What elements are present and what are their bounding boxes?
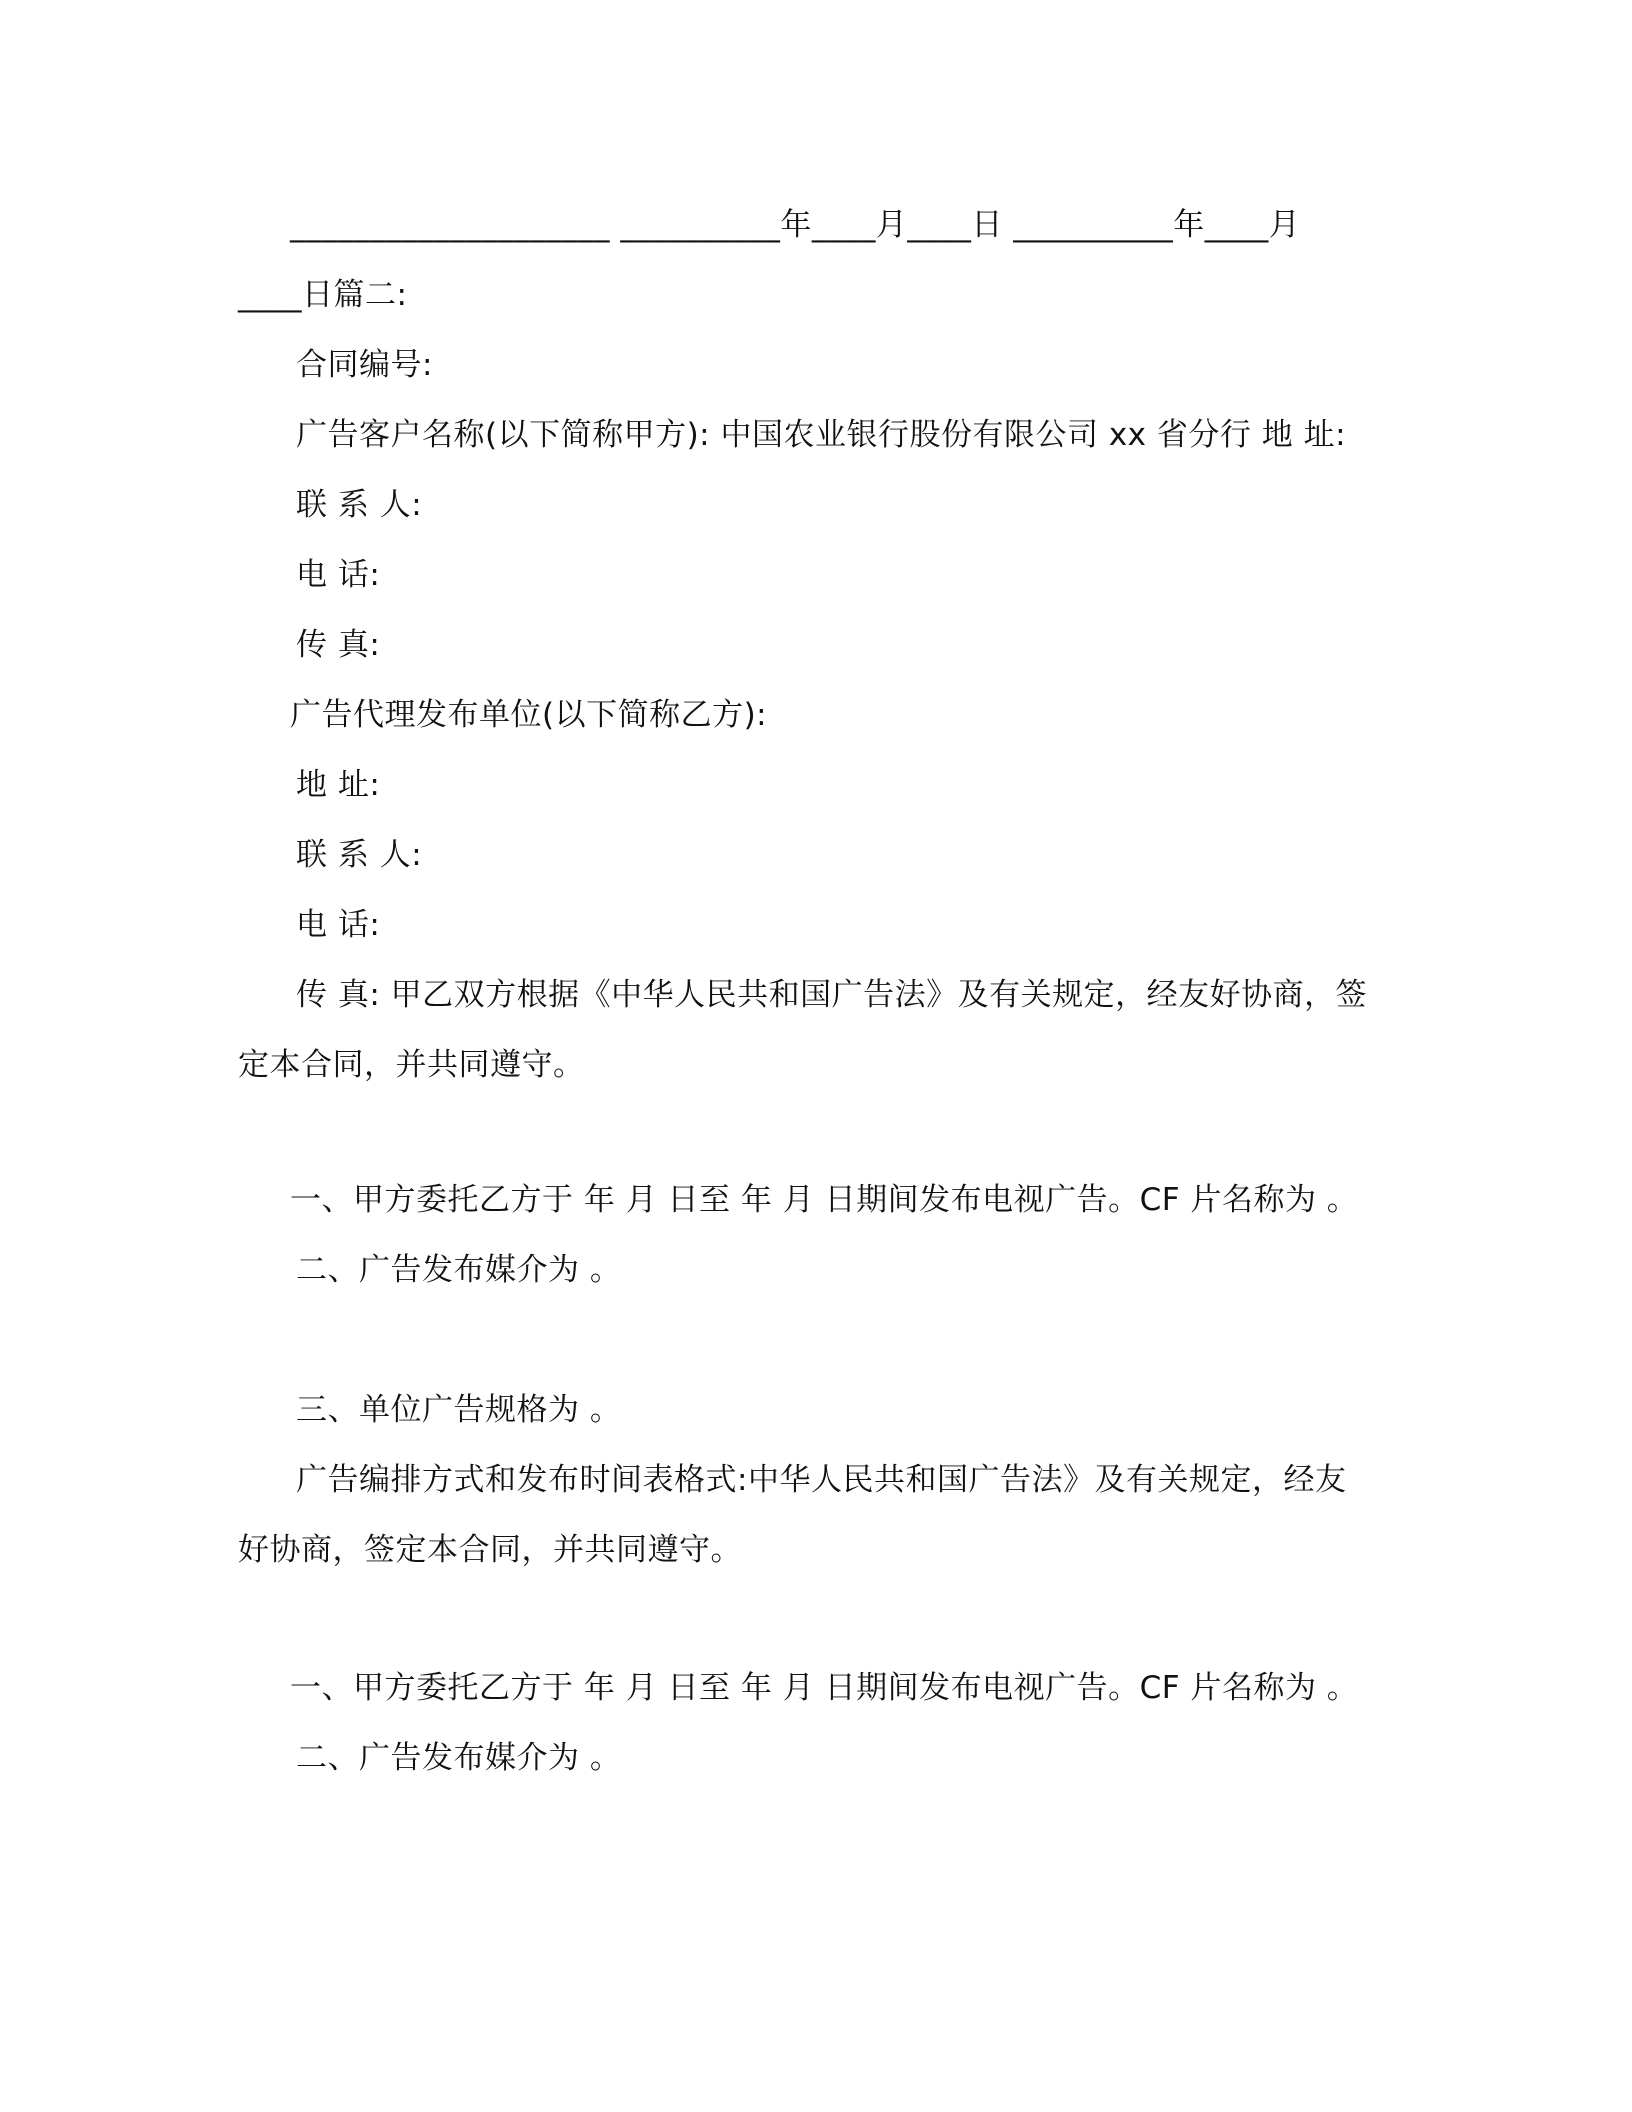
- party-a-fax: 传 真:: [296, 627, 381, 663]
- party-b-phone: 电 话:: [296, 907, 381, 943]
- party-b-fax-preamble: 传 真: 甲乙双方根据《中华人民共和国广告法》及有关规定，经友好协商，签: [296, 977, 1368, 1013]
- clause-one: 一、甲方委托乙方于 年 月 日至 年 月 日期间发布电视广告。CF 片名称为 。: [290, 1182, 1359, 1218]
- contract-number-label: 合同编号:: [296, 347, 433, 383]
- clause-one-repeat: 一、甲方委托乙方于 年 月 日至 年 月 日期间发布电视广告。CF 片名称为 。: [290, 1670, 1359, 1706]
- party-a-contact: 联 系 人:: [296, 487, 423, 523]
- clause-three: 三、单位广告规格为 。: [296, 1392, 622, 1428]
- date-blank-line-continuation: ____日篇二:: [238, 277, 408, 313]
- party-b-name: 广告代理发布单位(以下简称乙方):: [290, 697, 768, 733]
- clause-two-repeat: 二、广告发布媒介为 。: [296, 1740, 622, 1776]
- party-b-address: 地 址:: [296, 767, 381, 803]
- schedule-format-paragraph: 广告编排方式和发布时间表格式:中华人民共和国广告法》及有关规定，经友: [296, 1462, 1347, 1498]
- preamble-continuation: 定本合同，并共同遵守。: [238, 1047, 585, 1083]
- party-a-name: 广告客户名称(以下简称甲方): 中国农业银行股份有限公司 xx 省分行 地 址:: [296, 417, 1347, 453]
- clause-two: 二、广告发布媒介为 。: [296, 1252, 622, 1288]
- schedule-format-continuation: 好协商，签定本合同，并共同遵守。: [238, 1532, 742, 1568]
- party-a-phone: 电 话:: [296, 557, 381, 593]
- party-b-contact: 联 系 人:: [296, 837, 423, 873]
- date-blank-line: ____________________ __________年____月____日 __________年____月: [290, 207, 1301, 243]
